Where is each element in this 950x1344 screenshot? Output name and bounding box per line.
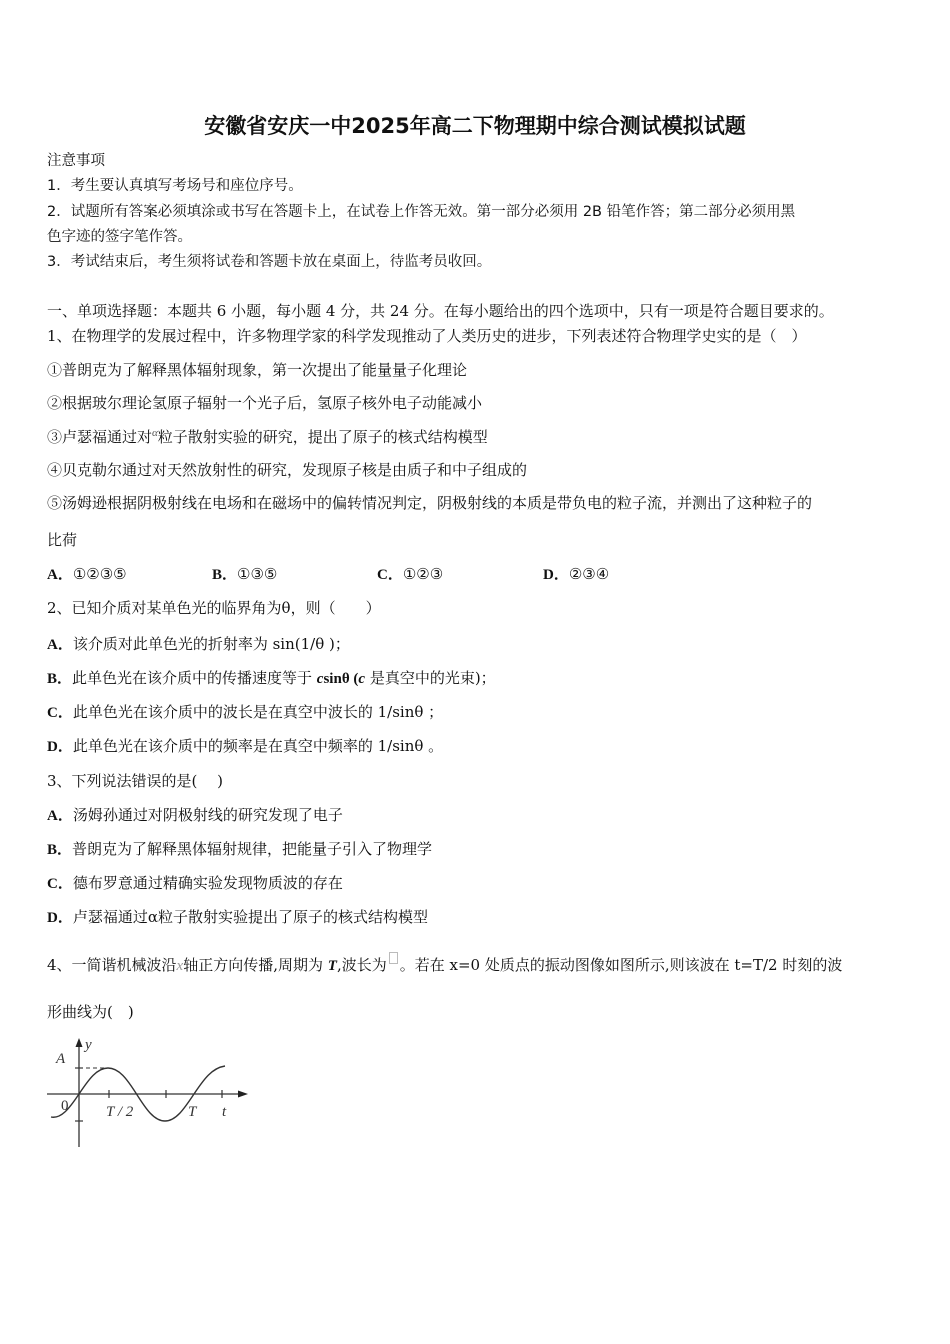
q4-stem-part-2: 轴正方向传播,周期为 (183, 956, 328, 974)
period-symbol: T (327, 958, 337, 974)
option-label: B． (47, 671, 73, 687)
q3-option-a[interactable] (47, 805, 343, 826)
option-text: 此单色光在该介质中的频率是在真空中频率的 1/sinθ 。 (72, 737, 444, 755)
section-heading: 一、单项选择题：本题共 6 小题，每小题 4 分，共 24 分。在每小题给出的四个选项中，只有一项是符合题目要求的。 (47, 302, 834, 320)
option-text: ②③④ (568, 565, 610, 583)
option-text: ①③⑤ (237, 565, 278, 583)
page-title: 安徽省安庆一中2025年高二下物理期中综合测试模拟试题 (204, 114, 746, 138)
q4-stem-part-1: 4、一简谐机械波沿 (47, 956, 177, 974)
option-text-pre: 此单色光在该介质中的传播速度等于 (72, 669, 317, 687)
q1-statement-1: ①普朗克为了解释黑体辐射现象，第一次提出了能量量子化理论 (47, 361, 468, 379)
question-2-stem: 2、已知介质对某单色光的临界角为θ，则（ ） (47, 599, 381, 617)
option-text-mid: sinθ ( (323, 671, 359, 687)
c-symbol: c (358, 671, 366, 687)
q2-option-a[interactable] (47, 634, 350, 655)
option-text: 该介质对此单色光的折射率为 sin(1/θ )； (72, 635, 350, 653)
q4-stem-part-4: 。若在 x=0 处质点的振动图像如图所示,则该波在 t=T/2 时刻的波 (399, 956, 843, 974)
q1-option-c[interactable] (377, 564, 443, 585)
q3-option-b[interactable] (47, 839, 432, 860)
question-1-stem: 1、在物理学的发展过程中，许多物理学家的科学发现推动了人类历史的进步，下列表述符合物理学史实的是（ ） (47, 327, 807, 345)
missing-lambda-glyph-icon (389, 952, 398, 964)
option-label: A． (47, 567, 73, 583)
notice-item-2: 2．试题所有答案必须填涂或书写在答题卡上，在试卷上作答无效。第一部分必须用 2B 铅笔作答；第二部分必须用黑 (47, 204, 796, 220)
option-label: D． (47, 910, 73, 926)
q4-stem-part-3: ,波长为 (336, 956, 387, 974)
origin-label: 0 (61, 1098, 69, 1114)
amplitude-label: A (56, 1051, 66, 1067)
q1-option-a[interactable] (47, 564, 127, 585)
notice-item-1: 1．考生要认真填写考场号和座位序号。 (47, 178, 303, 194)
question-3-stem: 3、下列说法错误的是( ) (47, 772, 224, 790)
t-axis-label: t (222, 1104, 227, 1120)
option-label: C． (47, 876, 73, 892)
q2-option-d[interactable] (47, 736, 443, 757)
notice-item-3: 3．考试结束后，考生须将试卷和答题卡放在桌面上，待监考员收回。 (47, 254, 492, 270)
question-4-stem-cont: 形曲线为( ) (47, 1003, 134, 1021)
question-4-stem (47, 955, 842, 976)
option-text: 汤姆孙通过对阴极射线的研究发现了电子 (72, 806, 343, 824)
q3-option-d[interactable] (47, 907, 428, 928)
option-text: 此单色光在该介质中的波长是在真空中波长的 1/sinθ ； (72, 703, 444, 721)
option-text-post: 是真空中的光束)； (365, 669, 496, 687)
q1-statement-5: ⑤汤姆逊根据阴极射线在电场和在磁场中的偏转情况判定，阴极射线的本质是带负电的粒子流，并测出了这种粒子的 (47, 494, 813, 512)
y-axis-label: y (85, 1037, 92, 1053)
option-text: 卢瑟福通过α粒子散射实验提出了原子的核式结构模型 (72, 908, 428, 926)
option-text: ①②③⑤ (72, 565, 127, 583)
q2-option-c[interactable] (47, 702, 443, 723)
option-label: D． (47, 739, 73, 755)
c-symbol: c (316, 671, 324, 687)
q1-statement-2: ②根据玻尔理论氢原子辐射一个光子后，氢原子核外电子动能减小 (47, 394, 483, 412)
alpha-symbol: α (152, 427, 158, 439)
q2-option-b[interactable] (47, 668, 496, 689)
half-period-label: T / 2 (106, 1104, 134, 1120)
option-label: A． (47, 637, 73, 653)
option-label: C． (47, 705, 73, 721)
q3-option-c[interactable] (47, 873, 343, 894)
option-text: ①②③ (402, 565, 444, 583)
vibration-graph (45, 1035, 260, 1150)
option-text: 普朗克为了解释黑体辐射规律，把能量子引入了物理学 (72, 840, 433, 858)
option-label: D． (543, 567, 569, 583)
option-label: B． (212, 567, 238, 583)
q1-statement-3 (47, 427, 488, 449)
option-label: C． (377, 567, 403, 583)
option-label: A． (47, 808, 73, 824)
q1-option-b[interactable] (212, 564, 277, 585)
q1-option-d[interactable] (543, 564, 609, 585)
q1-statement-4: ④贝克勒尔通过对天然放射性的研究，发现原子核是由质子和中子组成的 (47, 461, 528, 479)
q1-statement-3-post: 粒子散射实验的研究，提出了原子的核式结构模型 (157, 428, 488, 446)
notice-heading: 注意事项 (47, 153, 105, 169)
option-label: B． (47, 842, 73, 858)
notice-item-2-cont: 色字迹的签字笔作答。 (47, 229, 192, 245)
x-symbol: x (176, 958, 184, 974)
q1-statement-5-cont: 比荷 (47, 531, 78, 549)
q1-statement-3-pre: ③卢瑟福通过对 (47, 428, 153, 446)
option-text: 德布罗意通过精确实验发现物质波的存在 (72, 874, 343, 892)
period-label: T (188, 1104, 197, 1120)
